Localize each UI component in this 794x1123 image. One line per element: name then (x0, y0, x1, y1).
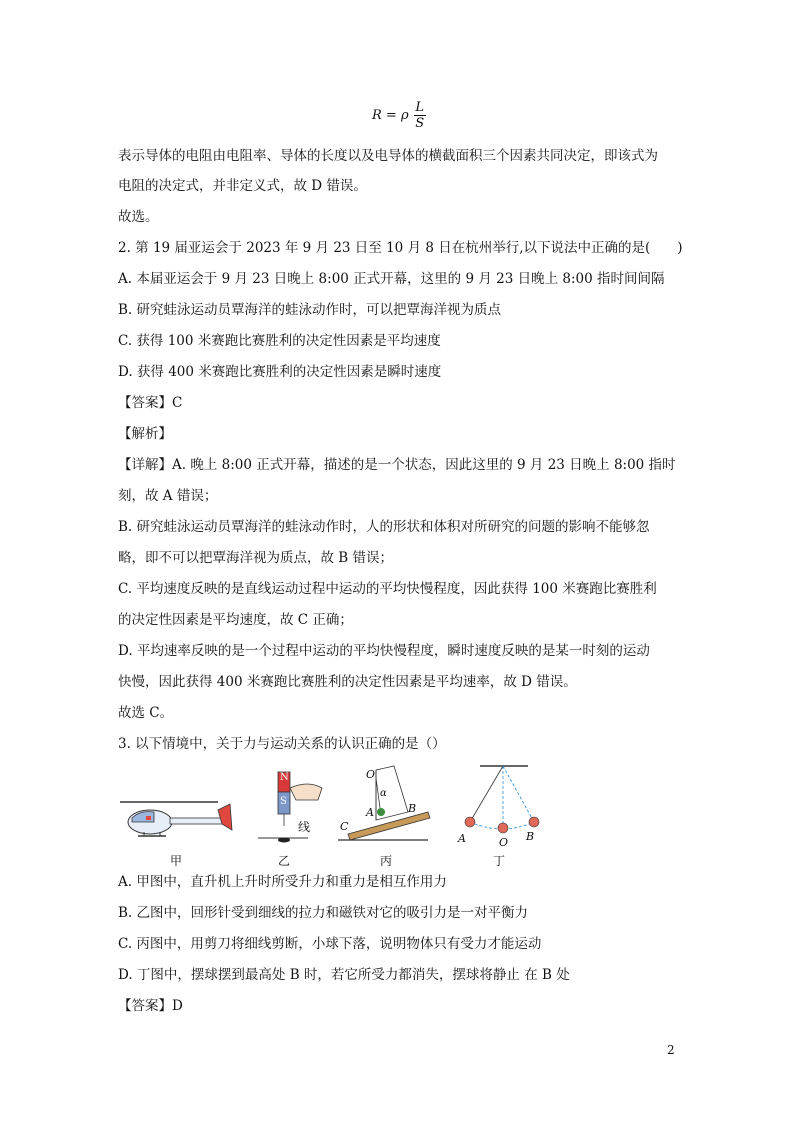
pendulum-a-label: A (458, 832, 466, 845)
explanation-line: 【详解】A. 晚上 8:00 正式开幕，描述的是一个状态，因此这里的 9 月 23 日晚上 8:00 指时 (118, 457, 676, 473)
figure-label-yi: 乙 (278, 854, 291, 868)
explanation-line: D. 平均速率反映的是一个过程中运动的平均快慢程度，瞬时速度反映的是某一时刻的运动 (118, 643, 650, 659)
text-line: 电阻的决定式，并非定义式，故 D 错误。 (118, 178, 367, 194)
explanation-line: 刻，故 A 错误； (118, 488, 218, 504)
answer-3: 【答案】D (118, 998, 183, 1014)
option-c: C. 丙图中，用剪刀将细线剪断，小球下落，说明物体只有受力才能运动 (118, 936, 542, 952)
incline-drawing (338, 766, 430, 840)
text-line: 故选。 (118, 209, 159, 225)
point-o-label: O (366, 768, 376, 781)
option-b: B. 乙图中，回形针受到细线的拉力和磁铁对它的吸引力是一对平衡力 (118, 905, 529, 921)
resistance-formula (372, 100, 426, 131)
pendulum-o-label: O (499, 836, 509, 849)
magnet-drawing (258, 772, 322, 843)
explanation-line: 快慢，因此获得 400 米赛跑比赛胜利的决定性因素是平均速率，故 D 错误。 (118, 674, 577, 690)
formula-fraction (414, 100, 426, 131)
helicopter-drawing (120, 802, 232, 836)
figure-drawings (118, 760, 558, 870)
alpha-label: α (380, 788, 387, 799)
magnet-s-label: S (280, 796, 287, 807)
thread-label: 线 (298, 820, 311, 834)
point-b-label: B (408, 802, 417, 815)
point-c-label: C (340, 820, 349, 833)
figure-label-jia: 甲 (170, 854, 183, 868)
explanation-line: 的决定性因素是平均速度，故 C 正确； (118, 612, 353, 628)
figure-label-bing: 丙 (380, 854, 393, 868)
question-2: 2. 第 19 届亚运会于 2023 年 9 月 23 日至 10 月 8 日在杭州举行,以下说法中正确的是( ) (118, 240, 683, 256)
option-d: D. 获得 400 米赛跑比赛胜利的决定性因素是瞬时速度 (118, 364, 442, 380)
analysis-heading: 【解析】 (118, 426, 172, 442)
formula-rho: = ρ (381, 108, 409, 123)
option-d: D. 丁图中，摆球摆到最高处 B 时，若它所受力都消失，摆球将静止 在 B 处 (118, 967, 570, 983)
option-a: A. 本届亚运会于 9 月 23 日晚上 8:00 正式开幕，这里的 9 月 23 日晚上 8:00 指时间间隔 (118, 271, 665, 287)
option-a: A. 甲图中，直升机上升时所受升力和重力是相互作用力 (118, 874, 447, 890)
explanation-line: 略，即不可以把覃海洋视为质点，故 B 错误； (118, 550, 394, 566)
figure-label-ding: 丁 (493, 854, 506, 868)
explanation-line: C. 平均速度反映的是直线运动过程中运动的平均快慢程度，因此获得 100 米赛跑比赛胜利 (118, 581, 657, 597)
page-number: 2 (667, 1043, 675, 1057)
magnet-n-label: N (280, 772, 289, 783)
question-3-figure (118, 760, 558, 870)
point-a-label: A (366, 806, 374, 819)
formula-lhs: R (372, 108, 382, 123)
formula-denominator: S (415, 116, 425, 131)
option-c: C. 获得 100 米赛跑比赛胜利的决定性因素是平均速度 (118, 333, 441, 349)
question-3: 3. 以下情境中，关于力与运动关系的认识正确的是（） (118, 736, 446, 752)
pendulum-drawing (465, 766, 539, 833)
explanation-line: 故选 C。 (118, 705, 174, 721)
formula-numerator: L (415, 100, 425, 115)
text-line: 表示导体的电阻由电阻率、导体的长度以及电导体的横截面积三个因素共同决定，即该式为 (118, 148, 658, 164)
option-b: B. 研究蛙泳运动员覃海洋的蛙泳动作时，可以把覃海洋视为质点 (118, 302, 502, 318)
pendulum-b-label: B (526, 830, 535, 843)
answer-2: 【答案】C (118, 395, 183, 411)
explanation-line: B. 研究蛙泳运动员覃海洋的蛙泳动作时，人的形状和体积对所研究的问题的影响不能够忽 (118, 519, 650, 535)
